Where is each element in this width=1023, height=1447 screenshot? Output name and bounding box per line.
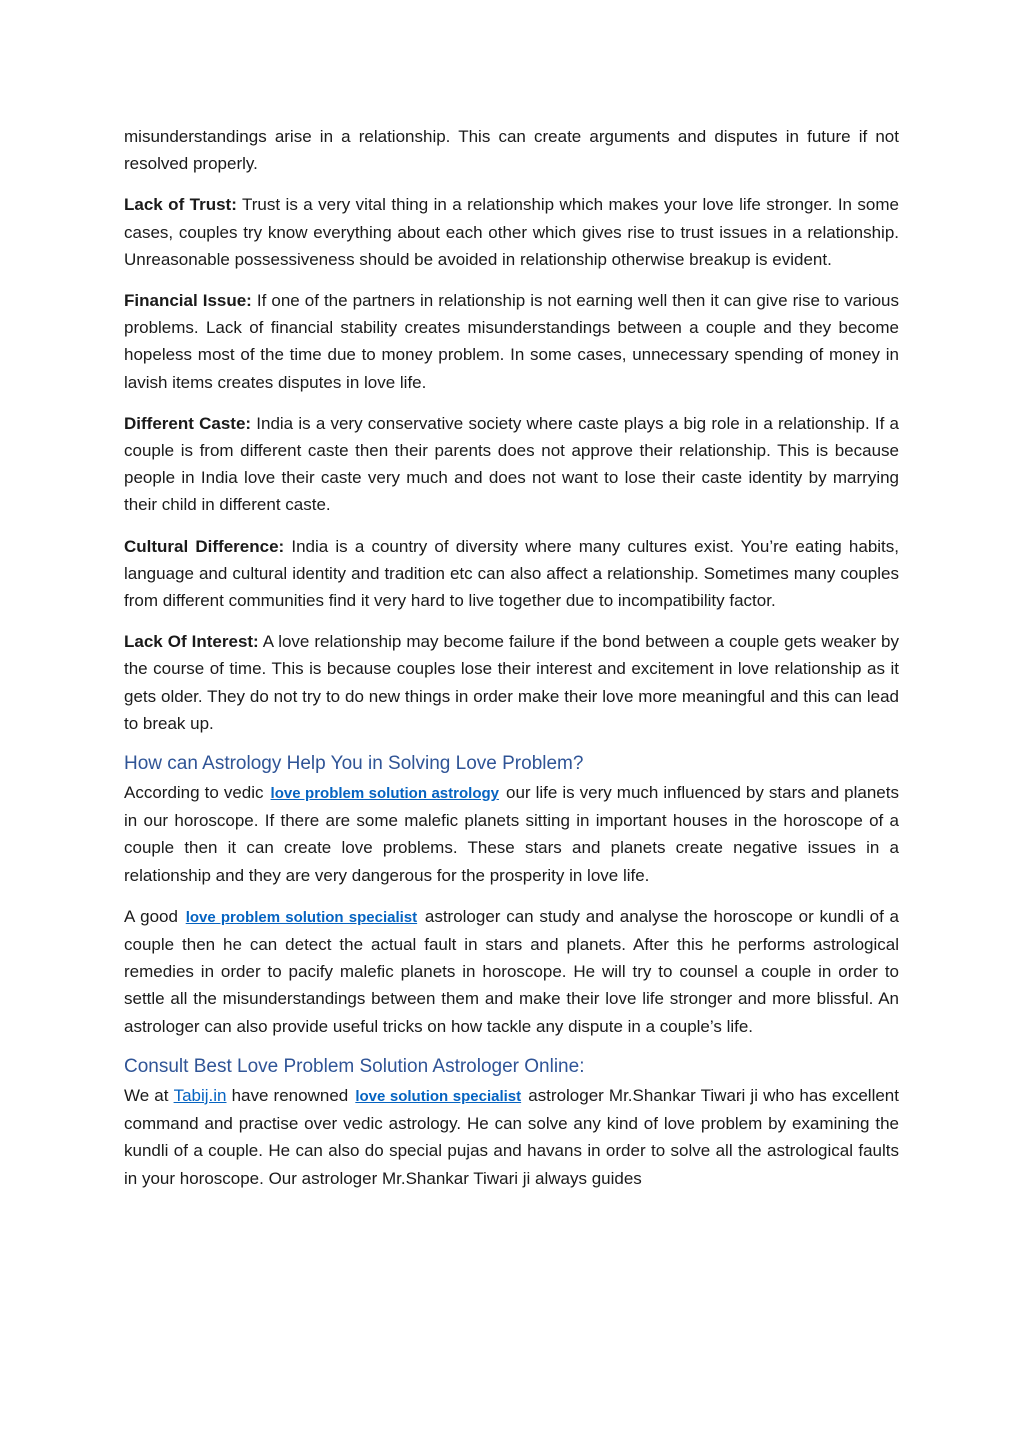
problem-term: Lack Of Interest: (124, 632, 259, 652)
love-solution-specialist-link[interactable]: love solution specialist (355, 1087, 522, 1105)
problem-text: If one of the partners in relationship is not earning well then it can give rise to various problems. Lack of financial stability creates misunderstandings between a couple and they become hopeless most of the time due to money problem. In some cases, unnecessary spending of money in lavish items creates disputes in love life. (124, 291, 899, 392)
problem-term: Different Caste: (124, 413, 252, 433)
problem-text: India is a very conservative society where caste plays a big role in a relationship. If a couple is from different caste then their parents does not approve their relationship. This is because people in India love their caste very much and does not want to lose their caste identity by marrying their child in different caste. (124, 413, 899, 515)
problem-paragraph-different-caste (124, 410, 899, 519)
problem-text: A love relationship may become failure if the bond between a couple gets weaker by the course of time. This is because couples lose their interest and excitement in love relationship as it gets older. They do not try to do new things in order make their love more meaningful and this can lead to break up. (124, 632, 899, 733)
love-problem-solution-specialist-link[interactable]: love problem solution specialist (185, 908, 418, 926)
section-heading-astrology-help: How can Astrology Help You in Solving Love Problem? (124, 753, 584, 775)
text-segment: astrologer Mr.Shankar Tiwari ji who has excellent command and practise over vedic astrology. He can solve any kind of love problem by examining the kundli of a couple. He can also do special pujas and havans in order to solve all the astrological faults in your horoscope. Our astrologer Mr.Shankar Tiwari ji always guides (124, 1085, 899, 1188)
love-problem-solution-astrology-link[interactable]: love problem solution astrology (270, 785, 499, 803)
text-segment: We at (124, 1085, 174, 1105)
text-segment: our life is very much influenced by stars and planets in our horoscope. If there are some malefic planets sitting in important houses in the horoscope of a couple then it can create love problems. These stars and planets create negative issues in a relationship and they are very dangerous for the prosperity in love life. (124, 783, 899, 885)
problem-term: Cultural Difference: (124, 536, 285, 556)
problem-term: Lack of Trust: (124, 195, 237, 215)
problem-paragraph-lack-of-interest (124, 628, 899, 737)
text-segment: astrologer can study and analyse the horoscope or kundli of a couple then he can detect the actual fault in stars and planets. After this he performs astrological remedies in order to pacify malefic planets in horoscope. He will try to counsel a couple in order to settle all the misunderstandings between them and make their love life stronger and more blissful. An astrologer can also provide useful tricks on how tackle any dispute in a couple’s life. (124, 906, 899, 1036)
text-segment: According to vedic (124, 783, 269, 803)
problem-text: Trust is a very vital thing in a relationship which makes your love life stronger. In some cases, couples try know everything about each other which gives rise to trust issues in a relationship. Unreasonable possessiveness should be avoided in relationship otherwise breakup is evident. (124, 195, 899, 269)
intro-paragraph: misunderstandings arise in a relationship. This can create arguments and disputes in future if not resolved properly. (124, 127, 899, 174)
consult-paragraph (124, 1082, 899, 1192)
astrology-paragraph-2 (124, 903, 899, 1040)
problem-text: India is a country of diversity where many cultures exist. You’re eating habits, language and cultural identity and tradition etc can also affect a relationship. Sometimes many couples from different communities find it very hard to live together due to incompatibility factor. (124, 536, 899, 611)
astrology-paragraph-1 (124, 779, 899, 889)
section-heading-consult-astrologer: Consult Best Love Problem Solution Astrologer Online: (124, 1055, 585, 1077)
problem-paragraph-cultural-difference (124, 533, 899, 615)
problem-paragraph-financial-issue (124, 287, 899, 396)
problem-term: Financial Issue: (124, 291, 252, 311)
document-page (124, 123, 899, 1192)
problem-paragraph-lack-of-trust (124, 191, 899, 273)
text-segment: A good (124, 906, 184, 926)
text-segment: have renowned (226, 1085, 354, 1105)
tabij-link[interactable]: Tabij.in (173, 1085, 227, 1105)
